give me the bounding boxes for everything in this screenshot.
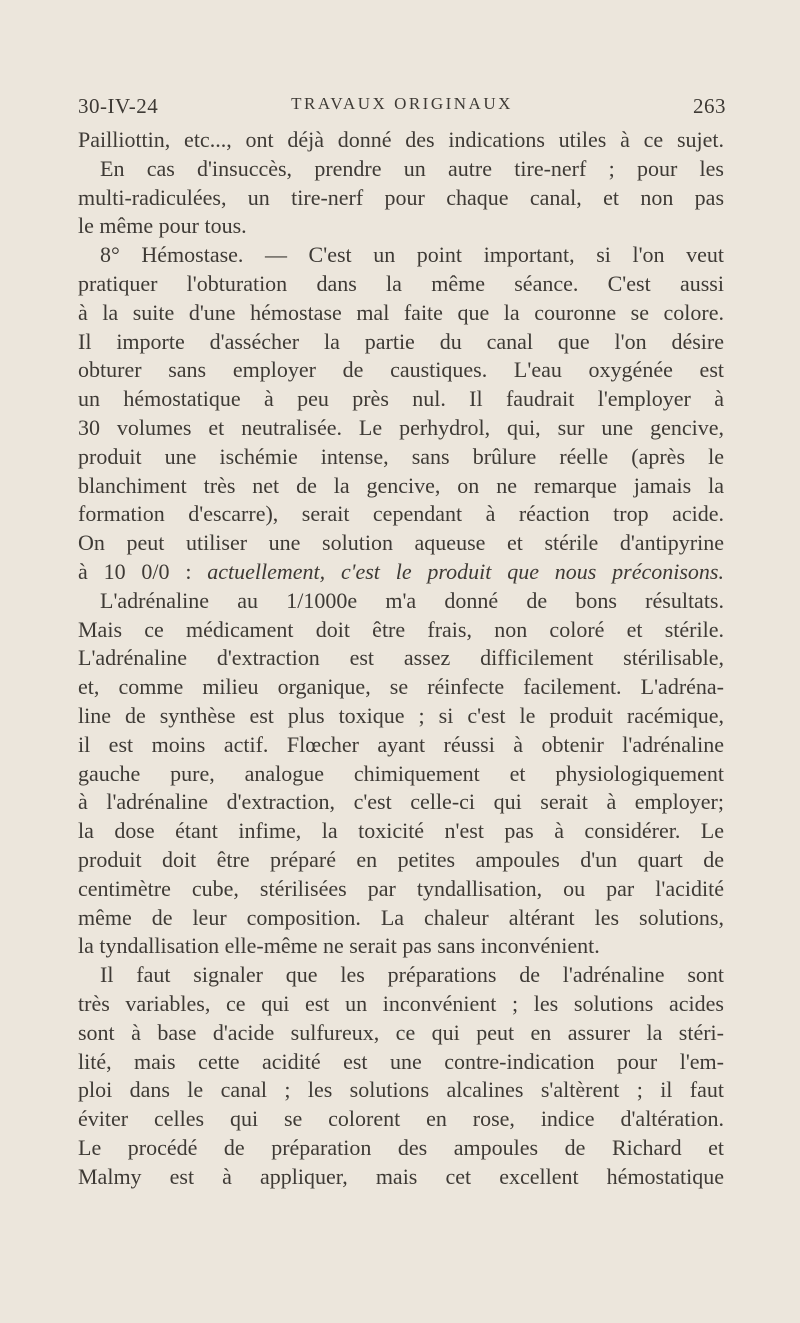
text-line (78, 875, 724, 904)
text-line (78, 788, 724, 817)
text-line-content: En cas d'insuccès, prendre un autre tire-nerf ; pour les (100, 155, 724, 181)
text-line (78, 1163, 724, 1192)
text-line-content: produit une ischémie intense, sans brûlure réelle (après le (78, 443, 724, 469)
text-line (78, 155, 724, 184)
running-head (78, 94, 726, 124)
text-line-content: sont à base d'acide sulfureux, ce qui peut en assurer la stéri- (78, 1019, 724, 1045)
header-date: 30-IV-24 (78, 94, 159, 118)
page-number: 263 (693, 94, 726, 118)
text-line (78, 184, 724, 213)
text-line (78, 644, 724, 673)
text-line-content: la tyndallisation elle-même ne serait pas sans inconvénient. (78, 933, 600, 959)
text-line-content: pratiquer l'obturation dans la même séance. C'est aussi (78, 270, 724, 296)
text-line (78, 500, 724, 529)
text-line-content: 30 volumes et neutralisée. Le perhydrol, qui, sur une gencive, (78, 414, 724, 440)
text-line (78, 443, 724, 472)
text-line-content: obturer sans employer de caustiques. L'eau oxygénée est (78, 357, 724, 383)
text-line-content: il est moins actif. Flœcher ayant réussi à obtenir l'adrénaline (78, 731, 724, 757)
text-line-content: blanchiment très net de la gencive, on ne remarque jamais la (78, 472, 724, 498)
text-line (78, 1076, 724, 1105)
text-line (78, 529, 724, 558)
text-line (78, 385, 724, 414)
header-title: TRAVAUX ORIGINAUX (291, 94, 513, 113)
text-line (78, 414, 724, 443)
text-line (78, 558, 724, 587)
text-line (78, 817, 724, 846)
text-line (78, 1019, 724, 1048)
text-line (78, 1105, 724, 1134)
text-line-content: L'adrénaline au 1/1000e m'a donné de bons résultats. (100, 587, 724, 613)
text-line (78, 846, 724, 875)
text-line-content: et, comme milieu organique, se réinfecte facilement. L'adréna- (78, 674, 724, 700)
text-line-content: On peut utiliser une solution aqueuse et stérile d'antipyrine (78, 530, 724, 556)
text-line-content: lité, mais cette acidité est une contre-indication pour l'em- (78, 1048, 724, 1074)
text-line-content: à 10 0/0 : (78, 558, 208, 584)
text-line-content: éviter celles qui se colorent en rose, indice d'altération. (78, 1106, 724, 1132)
text-line-content: ploi dans le canal ; les solutions alcalines s'altèrent ; il faut (78, 1077, 724, 1103)
text-line-content: produit doit être préparé en petites ampoules d'un quart de (78, 846, 724, 872)
text-line-content: Il importe d'assécher la partie du canal que l'on désire (78, 328, 724, 354)
text-line-content: à la suite d'une hémostase mal faite que la couronne se colore. (78, 299, 724, 325)
text-line-content: le même pour tous. (78, 213, 247, 239)
text-line (78, 328, 724, 357)
text-line-content: formation d'escarre), serait cependant à réaction trop acide. (78, 501, 724, 527)
text-line-content: multi-radiculées, un tire-nerf pour chaque canal, et non pas (78, 184, 724, 210)
text-line-content: L'adrénaline d'extraction est assez difficilement stérilisable, (78, 645, 724, 671)
emphasized-text: actuellement, c'est le produit que nous préconisons. (207, 558, 724, 584)
text-line (78, 961, 724, 990)
text-line-content: un hémostatique à peu près nul. Il faudrait l'employer à (78, 386, 724, 412)
text-line-content: Pailliottin, etc..., ont déjà donné des indications utiles à ce sujet. (78, 127, 724, 152)
text-line (78, 760, 724, 789)
body-text (78, 126, 724, 1191)
text-line-content: centimètre cube, stérilisées par tyndallisation, ou par l'acidité (78, 875, 724, 901)
text-line (78, 1134, 724, 1163)
text-line (78, 731, 724, 760)
text-line (78, 587, 724, 616)
text-line (78, 904, 724, 933)
text-line (78, 1048, 724, 1077)
text-line-content: à l'adrénaline d'extraction, c'est celle-ci qui serait à employer; (78, 789, 724, 815)
text-line (78, 702, 724, 731)
text-line (78, 356, 724, 385)
text-line-content: 8° Hémostase. — C'est un point important, si l'on veut (100, 242, 724, 268)
text-line-content: gauche pure, analogue chimiquement et physiologiquement (78, 760, 724, 786)
text-line (78, 299, 724, 328)
text-line-content: très variables, ce qui est un inconvénient ; les solutions acides (78, 990, 724, 1016)
text-line-content: Il faut signaler que les préparations de l'adrénaline sont (100, 962, 724, 988)
text-line-content: Le procédé de préparation des ampoules de Richard et (78, 1134, 724, 1160)
text-line (78, 212, 724, 241)
text-line (78, 616, 724, 645)
text-line-content: line de synthèse est plus toxique ; si c'est le produit racémique, (78, 702, 724, 728)
text-line (78, 932, 724, 961)
text-line (78, 270, 724, 299)
text-line (78, 472, 724, 501)
text-line (78, 126, 724, 155)
text-line (78, 241, 724, 270)
text-line (78, 990, 724, 1019)
text-line (78, 673, 724, 702)
text-line-content: Mais ce médicament doit être frais, non coloré et stérile. (78, 616, 724, 642)
text-line-content: Malmy est à appliquer, mais cet excellent hémostatique (78, 1163, 724, 1189)
text-line-content: même de leur composition. La chaleur altérant les solutions, (78, 904, 724, 930)
text-line-content: la dose étant infime, la toxicité n'est pas à considérer. Le (78, 818, 724, 844)
